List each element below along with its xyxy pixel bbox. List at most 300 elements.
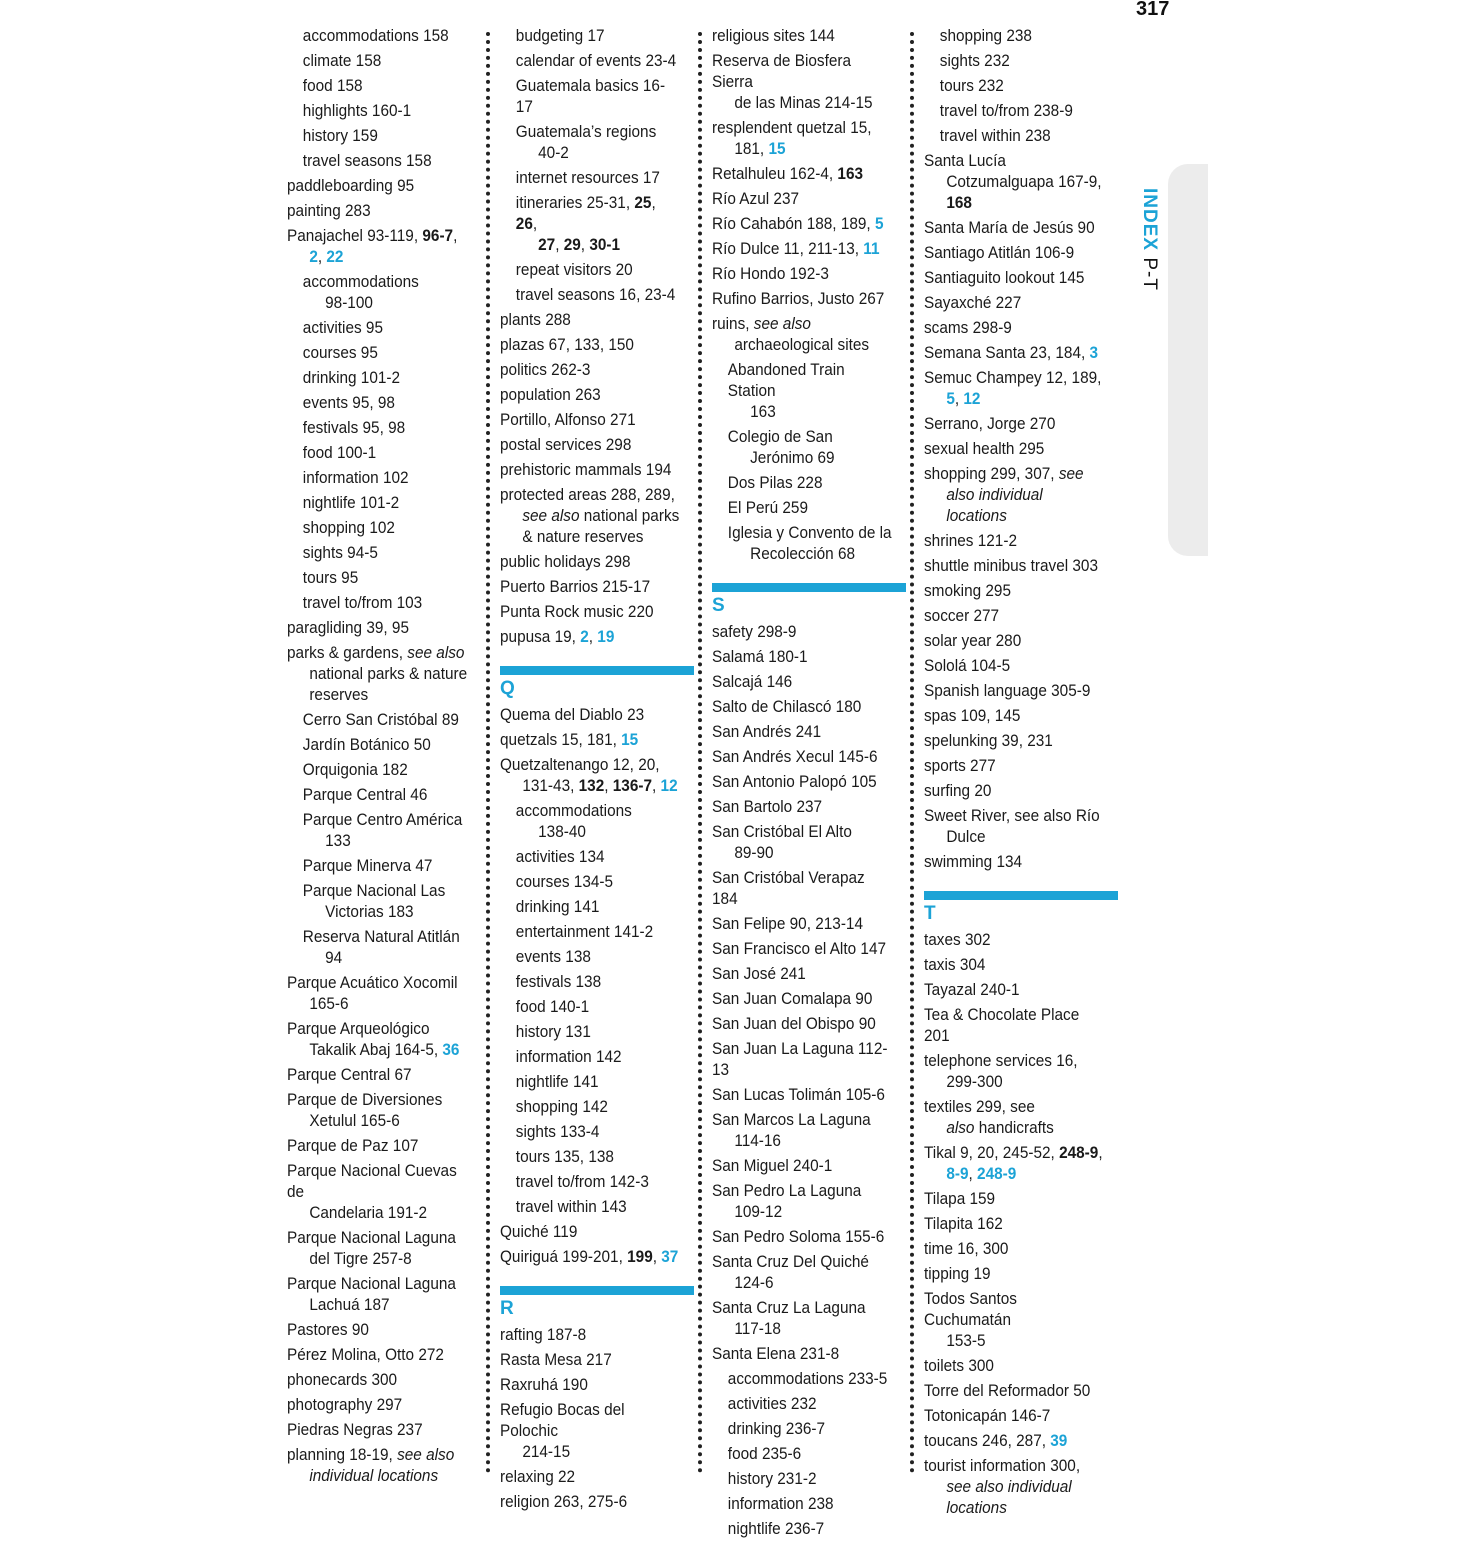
entry-text: Río Cahabón 188, 189, 5: [712, 215, 884, 233]
entry-text: quetzals 15, 181, 15: [500, 731, 639, 749]
entry-text: Sayaxché 227: [924, 294, 1022, 312]
entry-text: festivals 138: [515, 973, 602, 991]
entry-text: shopping 238: [939, 27, 1032, 45]
entry-text: information 102: [302, 469, 409, 487]
entry-text: San Bartolo 237: [712, 798, 823, 816]
cross-reference: see also: [522, 507, 580, 525]
index-entry: [712, 1014, 892, 1035]
index-entry: [712, 1252, 892, 1294]
bold-page-ref: 168: [946, 194, 972, 212]
index-tab-label: [1138, 188, 1160, 291]
entry-text: shopping 102: [302, 519, 395, 537]
entry-text: Guatemala basics 16-17: [515, 77, 666, 116]
entry-text: Santa Elena 231-8: [712, 1345, 840, 1363]
entry-text: nightlife 141: [515, 1073, 599, 1091]
index-column-4: [924, 26, 1118, 1523]
entry-text: plazas 67, 133, 150: [500, 336, 634, 354]
entry-text: Piedras Negras 237: [287, 1421, 423, 1439]
entry-continuation: del Tigre 257-8: [309, 1250, 412, 1268]
index-entry: [287, 1136, 467, 1157]
entry-text: accommodations 158: [302, 27, 449, 45]
map-page-ref: 5: [874, 215, 884, 233]
index-subentry: [500, 1122, 680, 1143]
index-entry: [500, 335, 680, 356]
entry-text: Parque Nacional Laguna: [287, 1275, 456, 1293]
entry-text: Salcajá 146: [712, 673, 793, 691]
index-subentry: [924, 51, 1104, 72]
index-subentry: [500, 51, 680, 72]
entry-text: religious sites 144: [712, 27, 835, 45]
index-subentry: [287, 51, 467, 72]
entry-text: Cerro San Cristóbal 89: [302, 711, 459, 729]
index-subentry: [500, 168, 680, 189]
index-subentry: [712, 523, 892, 565]
entry-text: scams 298-9: [924, 319, 1012, 337]
index-entry: [712, 622, 892, 643]
entry-text: Retalhuleu 162-4, 163: [712, 165, 864, 183]
index-entry: [924, 1381, 1104, 1402]
entry-text: San Miguel 240-1: [712, 1157, 833, 1175]
entry-continuation: 8-9, 248-9: [946, 1165, 1017, 1183]
index-entry: [287, 1274, 467, 1316]
entry-text: textiles 299, see: [924, 1098, 1035, 1116]
entry-text: Parque Central 67: [287, 1066, 412, 1084]
index-subentry: [712, 360, 892, 423]
entry-text: painting 283: [287, 202, 371, 220]
bold-page-ref: 30-1: [589, 236, 621, 254]
index-entry: [924, 955, 1104, 976]
entry-text: Todos Santos Cuchumatán: [924, 1290, 1017, 1329]
entry-continuation: national parks & nature: [309, 665, 468, 683]
entry-text: San Felipe 90, 213-14: [712, 915, 864, 933]
index-entry: [712, 1298, 892, 1340]
index-entry: [500, 552, 680, 573]
cross-reference: see also: [753, 315, 811, 333]
section-bar: [924, 891, 1118, 900]
entry-continuation: reserves: [309, 686, 369, 704]
entry-text: Reserva Natural Atitlán: [302, 928, 460, 946]
index-tab: [1168, 164, 1208, 556]
index-entry: [924, 980, 1104, 1001]
letter-section-header: [712, 583, 906, 618]
entry-text: Parque Centro América: [302, 811, 463, 829]
entry-text: events 138: [515, 948, 591, 966]
entry-continuation: 94: [325, 949, 343, 967]
index-entry: [287, 1019, 467, 1061]
index-entry: [500, 577, 680, 598]
entry-text: taxis 304: [924, 956, 986, 974]
entry-continuation: 2, 22: [309, 248, 344, 266]
entry-text: swimming 134: [924, 853, 1023, 871]
entry-text: Dos Pilas 228: [727, 474, 823, 492]
entry-text: accommodations 233-5: [727, 1370, 888, 1388]
entry-text: taxes 302: [924, 931, 991, 949]
entry-text: phonecards 300: [287, 1371, 398, 1389]
entry-text: San José 241: [712, 965, 806, 983]
section-letter: R: [500, 1298, 514, 1319]
entry-text: Parque Central 46: [302, 786, 428, 804]
entry-text: San Juan Comalapa 90: [712, 990, 873, 1008]
index-subentry: [287, 76, 467, 97]
index-entry: [712, 164, 892, 185]
index-subentry: [287, 493, 467, 514]
entry-text: history 131: [515, 1023, 591, 1041]
index-entry: [712, 747, 892, 768]
index-entry: [712, 672, 892, 693]
entry-text: Río Dulce 11, 211-13, 11: [712, 240, 880, 258]
entry-text: Refugio Bocas del Polochic: [500, 1401, 625, 1440]
entry-text: Santa Lucía: [924, 152, 1006, 170]
index-entry: [924, 556, 1104, 577]
entry-continuation: de las Minas 214-15: [734, 94, 873, 112]
entry-text: Tea & Chocolate Place 201: [924, 1006, 1080, 1045]
index-entry: [712, 314, 892, 356]
index-entry: [712, 289, 892, 310]
index-entry: [500, 1350, 680, 1371]
entry-text: postal services 298: [500, 436, 632, 454]
index-entry: [924, 731, 1104, 752]
index-entry: [712, 264, 892, 285]
index-entry: [924, 1239, 1104, 1260]
entry-text: toucans 246, 287, 39: [924, 1432, 1068, 1450]
index-subentry: [287, 468, 467, 489]
index-entry: [924, 318, 1104, 339]
index-entry: [924, 631, 1104, 652]
cross-reference: see also individual: [946, 1478, 1072, 1496]
index-subentry: [287, 568, 467, 589]
entry-continuation: 131-43, 132, 136-7, 12: [522, 777, 678, 795]
index-entry: [500, 602, 680, 623]
index-entry: [924, 1143, 1104, 1185]
index-entry: [287, 1395, 467, 1416]
entry-text: accommodations: [302, 273, 419, 291]
index-subentry: [287, 393, 467, 414]
bold-page-ref: 25: [634, 194, 652, 212]
entry-text: tours 135, 138: [515, 1148, 614, 1166]
page-number: 317: [1136, 0, 1170, 20]
entry-continuation: 109-12: [734, 1203, 783, 1221]
cross-reference: also: [946, 1119, 975, 1137]
bold-page-ref: 27: [538, 236, 556, 254]
index-entry: [924, 606, 1104, 627]
entry-text: Parque Arqueológico: [287, 1020, 430, 1038]
entry-text: Totonicapán 146-7: [924, 1407, 1051, 1425]
cross-reference: also individual locations: [946, 486, 1043, 525]
index-subentry: [500, 801, 680, 843]
entry-text: drinking 141: [515, 898, 600, 916]
index-entry: [712, 868, 892, 910]
entry-continuation: [924, 1477, 1104, 1498]
entry-text: travel to/from 103: [302, 594, 423, 612]
entry-text: drinking 236-7: [727, 1420, 826, 1438]
entry-text: activities 95: [302, 319, 383, 337]
index-entry: [500, 1467, 680, 1488]
index-entry: [712, 239, 892, 260]
index-entry: [287, 1320, 467, 1341]
entry-text: courses 95: [302, 344, 378, 362]
map-page-ref: 5: [946, 390, 955, 408]
index-entry: [500, 1325, 680, 1346]
entry-text: soccer 277: [924, 607, 1000, 625]
section-bar: [712, 583, 906, 592]
index-column-1: [287, 26, 481, 1491]
entry-text: nightlife 236-7: [727, 1520, 825, 1538]
index-subentry: [500, 947, 680, 968]
entry-text: resplendent quetzal 15,: [712, 119, 872, 137]
index-entry: [924, 464, 1104, 527]
entry-text: pupusa 19, 2, 19: [500, 628, 615, 646]
map-page-ref: 3: [1089, 344, 1099, 362]
entry-text: spelunking 39, 231: [924, 732, 1053, 750]
entry-text: prehistoric mammals 194: [500, 461, 672, 479]
entry-text: Salto de Chilascó 180: [712, 698, 862, 716]
bold-page-ref: 96-7: [422, 227, 454, 245]
map-page-ref: 22: [326, 248, 344, 266]
index-entry: [924, 806, 1104, 848]
entry-text: Quiché 119: [500, 1223, 578, 1241]
cross-reference: individual locations: [309, 1467, 439, 1485]
index-subentry: [287, 927, 467, 969]
entry-continuation: Dulce: [946, 828, 986, 846]
entry-text: Pastores 90: [287, 1321, 369, 1339]
index-subentry: [287, 593, 467, 614]
index-entry: [712, 51, 892, 114]
entry-text: El Perú 259: [727, 499, 809, 517]
index-entry: [924, 218, 1104, 239]
index-entry: [924, 1097, 1104, 1139]
entry-text: history 159: [302, 127, 378, 145]
index-entry: [924, 681, 1104, 702]
entry-text: repeat visitors 20: [515, 261, 633, 279]
index-entry: [924, 781, 1104, 802]
index-entry: [500, 1247, 680, 1268]
entry-text: information 142: [515, 1048, 622, 1066]
index-subentry: [924, 126, 1104, 147]
index-column-2: [500, 26, 694, 1517]
entry-text: Tilapita 162: [924, 1215, 1003, 1233]
index-entry: [500, 1400, 680, 1463]
entry-text: accommodations: [515, 802, 632, 820]
entry-continuation: 114-16: [734, 1132, 781, 1150]
map-page-ref: 8-9: [946, 1165, 969, 1183]
index-subentry: [287, 101, 467, 122]
index-subentry: [500, 1147, 680, 1168]
index-entry: [924, 1431, 1104, 1452]
entry-text: Guatemala’s regions: [515, 123, 657, 141]
entry-continuation: 40-2: [538, 144, 569, 162]
entry-continuation: 214-15: [522, 1443, 571, 1461]
index-entry: [500, 1492, 680, 1513]
column-divider: [698, 32, 702, 1474]
entry-text: planning 18-19, see also: [287, 1446, 455, 1464]
index-entry: [712, 189, 892, 210]
index-subentry: [500, 1072, 680, 1093]
entry-text: Sololá 104-5: [924, 657, 1011, 675]
entry-text: shrines 121-2: [924, 532, 1017, 550]
index-subentry: [287, 443, 467, 464]
index-entry: [924, 756, 1104, 777]
entry-text: Pérez Molina, Otto 272: [287, 1346, 444, 1364]
entry-text: activities 134: [515, 848, 605, 866]
entry-text: population 263: [500, 386, 601, 404]
entry-text: Semuc Champey 12, 189,: [924, 369, 1102, 387]
index-entry: [500, 360, 680, 381]
entry-text: Portillo, Alfonso 271: [500, 411, 636, 429]
index-entry: [500, 435, 680, 456]
index-subentry: [287, 856, 467, 877]
index-subentry: [500, 26, 680, 47]
index-entry: [712, 964, 892, 985]
entry-continuation: [924, 193, 1104, 214]
index-subentry: [712, 427, 892, 469]
index-entry: [500, 310, 680, 331]
index-entry: [287, 1090, 467, 1132]
index-entry: [712, 914, 892, 935]
entry-text: budgeting 17: [515, 27, 605, 45]
entry-text: festivals 95, 98: [302, 419, 406, 437]
entry-text: calendar of events 23-4: [515, 52, 677, 70]
map-page-ref: 36: [442, 1041, 460, 1059]
entry-text: politics 262-3: [500, 361, 591, 379]
entry-text: protected areas 288, 289,: [500, 486, 675, 504]
index-entry: [924, 1264, 1104, 1285]
entry-text: Santa María de Jesús 90: [924, 219, 1095, 237]
entry-text: Jardín Botánico 50: [302, 736, 431, 754]
index-entry: [712, 1110, 892, 1152]
index-entry: [712, 118, 892, 160]
entry-text: shopping 142: [515, 1098, 608, 1116]
entry-text: Sweet River, see also Río: [924, 807, 1100, 825]
section-letter: Q: [500, 678, 515, 699]
entry-continuation: [924, 1498, 1104, 1519]
entry-continuation: 181, 15: [734, 140, 786, 158]
index-entry: [287, 1065, 467, 1086]
entry-text: Quiriguá 199-201, 199, 37: [500, 1248, 679, 1266]
entry-text: sights 133-4: [515, 1123, 600, 1141]
map-page-ref: 15: [768, 140, 786, 158]
entry-text: climate 158: [302, 52, 382, 70]
entry-text: Parque Nacional Las: [302, 882, 446, 900]
entry-continuation: Lachuá 187: [309, 1296, 390, 1314]
index-entry: [287, 973, 467, 1015]
entry-text: Río Azul 237: [712, 190, 800, 208]
entry-text: San Cristóbal El Alto: [712, 823, 852, 841]
entry-text: Parque Minerva 47: [302, 857, 433, 875]
index-subentry: [287, 735, 467, 756]
bold-page-ref: 199: [627, 1248, 653, 1266]
entry-text: Rufino Barrios, Justo 267: [712, 290, 885, 308]
section-letter: S: [712, 595, 725, 616]
entry-continuation: 165-6: [309, 995, 349, 1013]
index-subentry: [287, 418, 467, 439]
index-subentry: [287, 518, 467, 539]
column-divider: [910, 32, 914, 1474]
entry-continuation: 133: [325, 832, 351, 850]
entry-text: Parque de Paz 107: [287, 1137, 419, 1155]
entry-text: spas 109, 145: [924, 707, 1021, 725]
entry-text: paragliding 39, 95: [287, 619, 410, 637]
entry-text: Rasta Mesa 217: [500, 1351, 612, 1369]
index-entry: [924, 1289, 1104, 1352]
entry-text: Santa Cruz La Laguna: [712, 1299, 866, 1317]
index-entry: [287, 176, 467, 197]
entry-text: drinking 101-2: [302, 369, 401, 387]
index-entry: [924, 151, 1104, 214]
entry-text: Tikal 9, 20, 245-52, 248-9,: [924, 1144, 1103, 1162]
entry-text: Santiaguito lookout 145: [924, 269, 1085, 287]
map-page-ref: 37: [661, 1248, 679, 1266]
entry-continuation: [924, 485, 1104, 527]
index-entry: [712, 797, 892, 818]
entry-continuation: Victorias 183: [325, 903, 414, 921]
entry-continuation: 89-90: [734, 844, 774, 862]
index-subentry: [500, 76, 680, 118]
bold-page-ref: 163: [837, 165, 864, 183]
tab-index-label: INDEX: [1139, 188, 1160, 252]
entry-text: Panajachel 93-119, 96-7,: [287, 227, 458, 245]
index-entry: [712, 772, 892, 793]
entry-text: sexual health 295: [924, 440, 1045, 458]
index-subentry: [287, 543, 467, 564]
index-subentry: [712, 1394, 892, 1415]
index-entry: [712, 1181, 892, 1223]
entry-text: Reserva de Biosfera Sierra: [712, 52, 852, 91]
map-page-ref: 39: [1050, 1432, 1068, 1450]
index-subentry: [500, 847, 680, 868]
index-subentry: [287, 126, 467, 147]
entry-text: toilets 300: [924, 1357, 994, 1375]
index-entry: [924, 1005, 1104, 1047]
index-entry: [500, 410, 680, 431]
index-entry: [287, 1420, 467, 1441]
entry-text: tourist information 300,: [924, 1457, 1081, 1475]
entry-text: parks & gardens, see also: [287, 644, 465, 662]
cross-reference: see also: [407, 644, 465, 662]
index-subentry: [287, 760, 467, 781]
index-subentry: [712, 1469, 892, 1490]
entry-text: Tilapa 159: [924, 1190, 996, 1208]
entry-text: travel to/from 238-9: [939, 102, 1073, 120]
entry-continuation: 5, 12: [946, 390, 981, 408]
index-subentry: [287, 368, 467, 389]
entry-text: Quema del Diablo 23: [500, 706, 645, 724]
section-letter: T: [924, 903, 936, 924]
entry-text: San Juan La Laguna 112-13: [712, 1040, 888, 1079]
index-entry: [287, 201, 467, 222]
entry-continuation: archaeological sites: [734, 336, 870, 354]
index-entry: [712, 214, 892, 235]
letter-section-header: [924, 891, 1118, 926]
index-entry: [712, 722, 892, 743]
letter-section-header: [500, 666, 694, 701]
entry-text: Salamá 180-1: [712, 648, 808, 666]
entry-text: religion 263, 275-6: [500, 1493, 628, 1511]
entry-continuation: 124-6: [734, 1274, 774, 1292]
index-subentry: [712, 498, 892, 519]
entry-text: Colegio de San: [727, 428, 833, 446]
entry-continuation: 163: [750, 403, 776, 421]
entry-continuation: [287, 1466, 467, 1487]
index-entry: [924, 656, 1104, 677]
entry-continuation: Xetulul 165-6: [309, 1112, 400, 1130]
entry-text: food 235-6: [727, 1445, 802, 1463]
entry-continuation: Cotzumalguapa 167-9,: [946, 173, 1102, 191]
entry-continuation: 98-100: [325, 294, 373, 312]
entry-continuation: also handicrafts: [946, 1119, 1054, 1137]
index-subentry: [287, 881, 467, 923]
entry-continuation: see also national parks: [522, 507, 680, 525]
entry-text: entertainment 141-2: [515, 923, 654, 941]
